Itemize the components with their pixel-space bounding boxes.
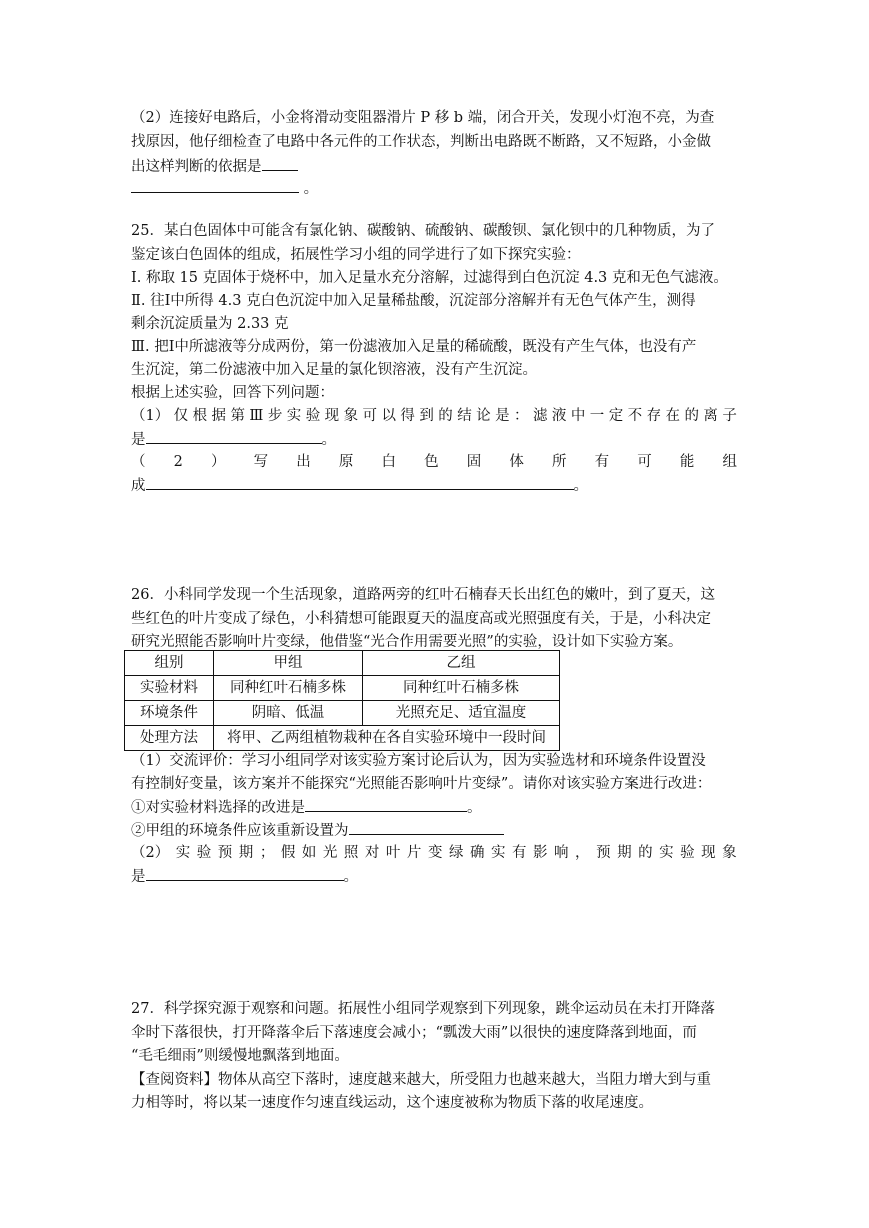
q26-eval-line2: 有控制好变量，该方案并不能探究“光照能否影响叶片变绿”。请你对该实验方案进行改进： — [131, 776, 712, 792]
q24-part2-line1: （2）连接好电路后，小金将滑动变阻器滑片 P 移 b 端，闭合开关，发现小灯泡不亮，为查 — [131, 110, 715, 126]
q26-improve2-answer-blank[interactable] — [349, 818, 504, 835]
q24-part2-text: 出这样判断的依据是 — [131, 159, 262, 175]
justified-char: 离 — [703, 408, 718, 424]
q27-line1: 27．科学探究源于观察和问题。拓展性小组同学观察到下列现象，跳伞运动员在未打开降落 — [131, 1001, 715, 1017]
q25-sub1-line2 — [131, 427, 336, 452]
q26-improve1-end: 。 — [467, 800, 482, 816]
table-header-cell: 甲组 — [214, 651, 363, 676]
justified-char: 体 — [509, 454, 524, 470]
table-row — [125, 676, 560, 701]
q25-prompt: 根据上述实验，回答下列问题： — [131, 385, 334, 401]
q25-line2: 鉴定该白色固体的组成，拓展性学习小组的同学进行了如下探究实验： — [131, 247, 581, 263]
q25-step3b: 生沉淀，第二份滤液中加入足量的氯化钡溶液，没有产生沉淀。 — [131, 362, 537, 378]
q26-improve1-line — [131, 795, 482, 820]
table-cell: 同种红叶石楠多株 — [363, 676, 560, 701]
q25-line1: 25．某白色固体中可能含有氯化钠、碳酸钠、硫酸钠、碳酸钡、氯化钡中的几种物质，为了 — [131, 223, 715, 239]
justified-char: 一 — [589, 408, 605, 424]
justified-char: 预 — [596, 845, 611, 861]
justified-char: 出 — [296, 454, 311, 470]
justified-char: 假 — [280, 845, 296, 861]
justified-char: 验 — [680, 845, 695, 861]
q25-sub2-line2 — [131, 473, 588, 498]
justified-char: 有 — [594, 454, 610, 470]
justified-char: 变 — [427, 845, 443, 861]
q25-sub2-end: 。 — [573, 478, 588, 494]
q26-sub2-end: 。 — [343, 869, 358, 885]
justified-char: 照 — [343, 845, 359, 861]
q26-line2: 些红色的叶片变成了绿色，小科猜想可能跟夏天的温度高或光照强度有关，于是，小科决定 — [131, 611, 711, 627]
q25-step1: Ⅰ. 称取 15 克固体于烧杯中，加入足量水充分溶解，过滤得到白色沉淀 4.3 克和无色气滤液。 — [131, 270, 728, 286]
justified-char: 象 — [343, 408, 359, 424]
justified-char: 实 — [175, 845, 191, 861]
justified-char: 2 — [173, 454, 183, 470]
justified-char: 步 — [267, 408, 283, 424]
justified-char: 色 — [424, 454, 439, 470]
table-cell: 环境条件 — [125, 701, 214, 726]
q25-sub1-answer-blank[interactable] — [146, 427, 322, 444]
table-cell: 光照充足、适宜温度 — [363, 701, 560, 726]
justified-char: 叶 — [385, 845, 401, 861]
table-row — [125, 701, 560, 726]
justified-char: 组 — [722, 454, 737, 470]
q26-sub2-prefix: 是 — [131, 869, 146, 885]
justified-char: 对 — [364, 845, 380, 861]
justified-char: 片 — [406, 845, 422, 861]
justified-char: （1） — [131, 408, 170, 424]
justified-char: 到 — [419, 408, 434, 424]
q24-part2-line2: 找原因，他仔细检查了电路中各元件的工作状态，判断出电路既不断路，又不短路，小金做 — [131, 134, 711, 150]
justified-char: 象 — [722, 845, 737, 861]
justified-char: ： — [514, 408, 529, 424]
q24-answer-blank-2[interactable] — [131, 176, 299, 193]
justified-char: 确 — [469, 845, 485, 861]
justified-char: 据 — [211, 408, 227, 424]
justified-char: 实 — [659, 845, 674, 861]
table-cell-merged: 将甲、乙两组植物栽种在各自实验环境中一段时间 — [214, 726, 560, 751]
table-cell: 处理方法 — [125, 726, 214, 751]
justified-char: 子 — [722, 408, 737, 424]
justified-char: 验 — [305, 408, 321, 424]
justified-char: 第 — [230, 408, 245, 424]
justified-char: 滤 — [532, 408, 548, 424]
justified-char: 期 — [617, 845, 632, 861]
justified-char: ） — [210, 454, 226, 470]
justified-char: 定 — [608, 408, 624, 424]
table-header-cell: 乙组 — [363, 651, 560, 676]
justified-char: 的 — [438, 408, 453, 424]
justified-char: 存 — [646, 408, 662, 424]
q26-sub2-answer-blank[interactable] — [146, 864, 344, 881]
q25-step3a: Ⅲ. 把Ⅰ中所滤液等分成两份，第一份滤液加入足量的稀硫酸，既没有产生气体，也没有产 — [131, 339, 697, 355]
q27-info2: 力相等时，将以某一速度作匀速直线运动，这个速度被称为物质下落的收尾速度。 — [131, 1095, 653, 1111]
q26-eval-line1: （1）交流评价：学习小组同学对该实验方案讨论后认为，因为实验选材和环境条件设置没 — [131, 753, 706, 769]
justified-char: 响 — [554, 845, 569, 861]
q25-sub2-line1 — [131, 450, 737, 474]
justified-char: 光 — [322, 845, 338, 861]
justified-char: 是 — [495, 408, 510, 424]
justified-char: 原 — [338, 454, 354, 470]
q26-improve1-answer-blank[interactable] — [305, 795, 467, 812]
justified-char: 以 — [381, 408, 396, 424]
justified-char: 白 — [381, 454, 396, 470]
justified-char: 写 — [253, 454, 269, 470]
q27-line3: “毛毛细雨”则缓慢地飘落到地面。 — [131, 1048, 349, 1064]
justified-char: 的 — [684, 408, 699, 424]
justified-char: 预 — [217, 845, 233, 861]
justified-char: 仅 — [173, 408, 189, 424]
justified-char: （ — [131, 454, 146, 470]
justified-char: 绿 — [448, 845, 464, 861]
q27-info1: 【查阅资料】物体从高空下落时，速度越来越大，所受阻力也越来越大，当阻力增大到与重 — [131, 1072, 711, 1088]
q26-line1: 26．小科同学发现一个生活现象，道路两旁的红叶石楠春天长出红色的嫩叶，到了夏天，这 — [131, 587, 715, 603]
justified-char: 得 — [400, 408, 415, 424]
table-header-row — [125, 651, 560, 676]
justified-char: 中 — [570, 408, 586, 424]
justified-char: 固 — [466, 454, 482, 470]
justified-char: 液 — [551, 408, 567, 424]
justified-char: 的 — [638, 845, 653, 861]
justified-char: 能 — [679, 454, 695, 470]
q26-sub2-line1 — [131, 841, 737, 865]
q26-improve2-line — [131, 818, 504, 843]
justified-char: （2） — [131, 845, 170, 861]
justified-char: ； — [259, 845, 275, 861]
justified-char: 结 — [457, 408, 472, 424]
table-header-cell: 组别 — [125, 651, 214, 676]
justified-char: ， — [575, 845, 590, 861]
q25-sub2-answer-blank[interactable] — [146, 473, 574, 490]
table-row — [125, 726, 560, 751]
q25-sub2-prefix: 成 — [131, 478, 146, 494]
justified-char: 现 — [324, 408, 340, 424]
q26-improve1-text: ①对实验材料选择的改进是 — [131, 800, 305, 816]
q25-sub1-line1 — [131, 404, 737, 428]
q24-end-mark: 。 — [303, 181, 319, 197]
justified-char: 在 — [665, 408, 681, 424]
justified-char: 论 — [476, 408, 491, 424]
q24-part2-line4 — [131, 176, 318, 201]
q25-step2b: 剩余沉淀质量为 2.33 克 — [131, 316, 289, 332]
experiment-table — [124, 650, 560, 751]
justified-char: 可 — [637, 454, 652, 470]
q27-line2: 伞时下落很快，打开降落伞后下落速度会减小；“瓢泼大雨”以很快的速度降落到地面，而 — [131, 1025, 697, 1041]
justified-char: 现 — [701, 845, 716, 861]
justified-char: 如 — [301, 845, 317, 861]
justified-char: 影 — [533, 845, 548, 861]
justified-char: 期 — [238, 845, 254, 861]
q24-answer-blank-1[interactable] — [262, 154, 298, 171]
justified-char: 不 — [627, 408, 643, 424]
justified-char: 实 — [286, 408, 302, 424]
q26-line3: 研究光照能否影响叶片变绿，他借鉴“光合作用需要光照”的实验，设计如下实验方案。 — [131, 634, 683, 650]
q25-step2a: Ⅱ. 往Ⅰ中所得 4.3 克白色沉淀中加入足量稀盐酸，沉淀部分溶解并有无色气体产生，测得 — [131, 293, 696, 309]
justified-char: 所 — [551, 454, 567, 470]
justified-char: 可 — [362, 408, 378, 424]
q25-sub1-end: 。 — [321, 432, 336, 448]
justified-char: Ⅲ — [249, 408, 264, 424]
justified-char: 验 — [196, 845, 212, 861]
q25-sub1-prefix: 是 — [131, 432, 146, 448]
justified-char: 根 — [192, 408, 208, 424]
q26-improve2-text: ②甲组的环境条件应该重新设置为 — [131, 823, 349, 839]
justified-char: 实 — [490, 845, 506, 861]
justified-char: 有 — [512, 845, 527, 861]
table-cell: 同种红叶石楠多株 — [214, 676, 363, 701]
table-cell: 实验材料 — [125, 676, 214, 701]
q26-sub2-line2 — [131, 864, 358, 889]
table-cell: 阴暗、低温 — [214, 701, 363, 726]
